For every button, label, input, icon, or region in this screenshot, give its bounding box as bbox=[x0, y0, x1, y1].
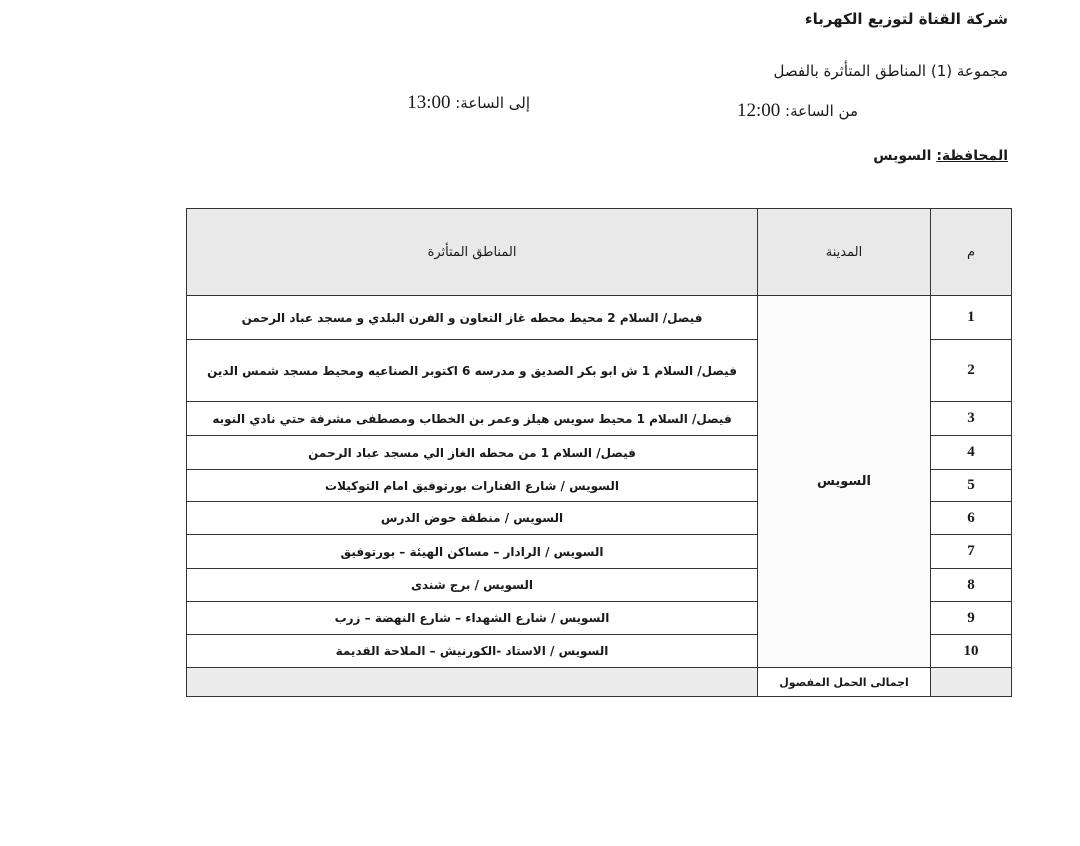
row-num: 4 bbox=[931, 436, 1012, 470]
from-time bbox=[737, 100, 858, 122]
total-value-cell bbox=[187, 668, 758, 697]
row-area: السويس / برج شندى bbox=[187, 569, 758, 602]
row-area: السويس / منطقة حوض الدرس bbox=[187, 502, 758, 535]
row-area: فيصل/ السلام 1 ش ابو بكر الصديق و مدرسه 6 اكتوبر الصناعيه ومحيط مسجد شمس الدين bbox=[187, 340, 758, 402]
company-name: شركة القناة لتوزيع الكهرباء bbox=[804, 10, 1008, 28]
city-cell: السويس bbox=[758, 296, 931, 668]
group-title: مجموعة (1) المناطق المتأثرة بالفصل bbox=[773, 62, 1008, 80]
row-num: 6 bbox=[931, 502, 1012, 535]
row-area: السويس / الرادار – مساكن الهيئة – بورتوفيق bbox=[187, 535, 758, 569]
row-num: 3 bbox=[931, 402, 1012, 436]
to-time-value: 13:00 bbox=[407, 92, 451, 113]
header-num: م bbox=[931, 209, 1012, 296]
governorate-label: المحافظة: bbox=[936, 148, 1008, 164]
row-num: 5 bbox=[931, 470, 1012, 502]
row-area: السويس / شارع الفنارات بورتوفيق امام التوكيلات bbox=[187, 470, 758, 502]
total-num-cell bbox=[931, 668, 1012, 697]
governorate bbox=[873, 148, 1008, 164]
to-label: إلى الساعة: bbox=[455, 94, 530, 112]
row-area: فيصل/ السلام 1 محيط سويس هيلز وعمر بن الخطاب ومصطفى مشرفة حتي نادي النوبه bbox=[187, 402, 758, 436]
row-area: فيصل/ السلام 2 محيط محطه غاز التعاون و الفرن البلدي و مسجد عباد الرحمن bbox=[187, 296, 758, 340]
table-header-row bbox=[187, 209, 1012, 296]
row-area: فيصل/ السلام 1 من محطه الغاز الي مسجد عباد الرحمن bbox=[187, 436, 758, 470]
row-num: 7 bbox=[931, 535, 1012, 569]
table-row bbox=[187, 296, 1012, 340]
row-num: 10 bbox=[931, 635, 1012, 668]
total-row bbox=[187, 668, 1012, 697]
row-num: 8 bbox=[931, 569, 1012, 602]
row-num: 1 bbox=[931, 296, 1012, 340]
header-city: المدينة bbox=[758, 209, 931, 296]
row-num: 2 bbox=[931, 340, 1012, 402]
affected-areas-table bbox=[186, 208, 1012, 697]
row-area: السويس / الاستاد -الكورنيش – الملاحة القديمة bbox=[187, 635, 758, 668]
header-areas: المناطق المتأثرة bbox=[187, 209, 758, 296]
from-label: من الساعة: bbox=[785, 102, 858, 120]
to-time bbox=[407, 92, 530, 114]
from-time-value: 12:00 bbox=[736, 100, 781, 121]
row-num: 9 bbox=[931, 602, 1012, 635]
governorate-value: السويس bbox=[873, 148, 932, 164]
total-label: اجمالى الحمل المفصول bbox=[758, 668, 931, 697]
row-area: السويس / شارع الشهداء – شارع النهضة – زرب bbox=[187, 602, 758, 635]
